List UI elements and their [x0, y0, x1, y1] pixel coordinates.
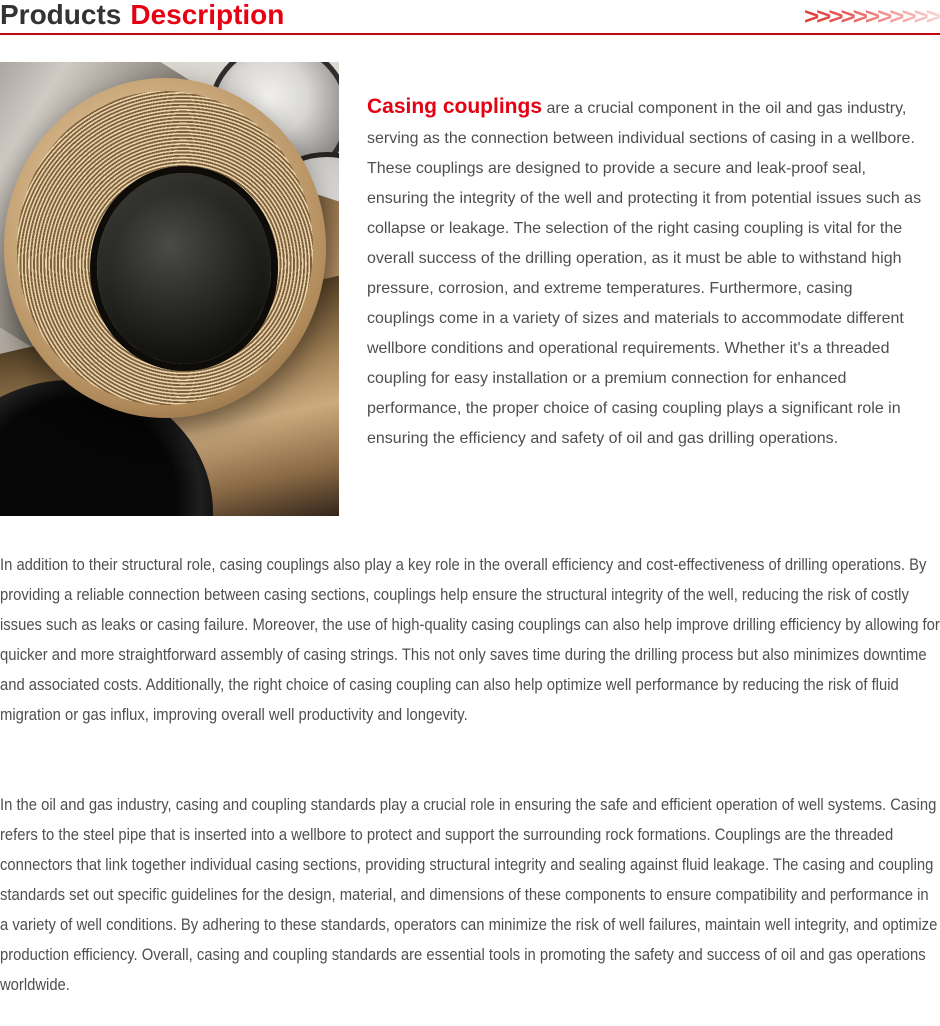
intro-text: are a crucial component in the oil and gas industry, serving as the connection between individual sections of casing in a wellbore. These couplings are designed to provide a secure and leak-proof seal, ensuring the integrity of the well and protecting it from potential issues such as collapse or leakage. The selection of the right casing coupling is vital for the overall success of the drilling operation, as it must be able to withstand high pressure, corrosion, and extreme temperatures. Furthermore, casing couplings come in a variety of sizes and materials to accommodate different wellbore conditions and operational requirements. Whether it's a threaded coupling for easy installation or a premium connection for enhanced performance, the proper choice of casing coupling plays a significant role in ensuring the efficiency and safety of oil and gas drilling operations. — [367, 100, 922, 447]
coupling-bore — [97, 173, 271, 363]
paragraph-standards: In the oil and gas industry, casing and coupling standards play a crucial role in ensuring the safe and efficient operation of well systems. Casing refers to the steel pipe that is inserted into a wellbore to protect and support the surrounding rock formations. Couplings are the threaded connectors that link together individual casing sections, providing structural integrity and sealing against fluid leakage. The casing and coupling standards set out specific guidelines for the design, material, and dimensions of these components to ensure compatibility and performance in a variety of well conditions. By adhering to these standards, operators can minimize the risk of well failures, maintain well integrity, and optimize production efficiency. Overall, casing and coupling standards are essential tools in promoting the safety and success of oil and gas operations worldwide. — [0, 795, 938, 994]
intro-lead: Casing couplings — [367, 95, 543, 118]
coupling-ring — [4, 78, 326, 418]
paragraph-efficiency: In addition to their structural role, casing couplings also play a key role in the overall efficiency and cost-effectiveness of drilling operations. By providing a reliable connection between casing sections, couplings help ensure the structural integrity of the well, reducing the risk of costly issues such as leaks or casing failure. Moreover, the use of high-quality casing couplings can also help improve drilling efficiency by allowing for quicker and more straightforward assembly of casing strings. This not only saves time during the drilling process but also minimizes downtime and associated costs. Additionally, the right choice of casing coupling can also help optimize well performance by reducing the risk of fluid migration or gas influx, improving overall well productivity and longevity. — [0, 555, 940, 724]
page-title — [0, 0, 284, 30]
chevrons-icon: >>>>>>>>>>> — [803, 2, 938, 30]
title-description: Description — [130, 0, 285, 30]
top-section — [0, 62, 940, 516]
intro-paragraph — [367, 92, 923, 454]
title-products: Products — [0, 0, 122, 30]
product-photo — [0, 62, 339, 516]
page-header — [0, 0, 940, 33]
intro-section — [367, 62, 923, 516]
header-divider — [0, 33, 940, 35]
